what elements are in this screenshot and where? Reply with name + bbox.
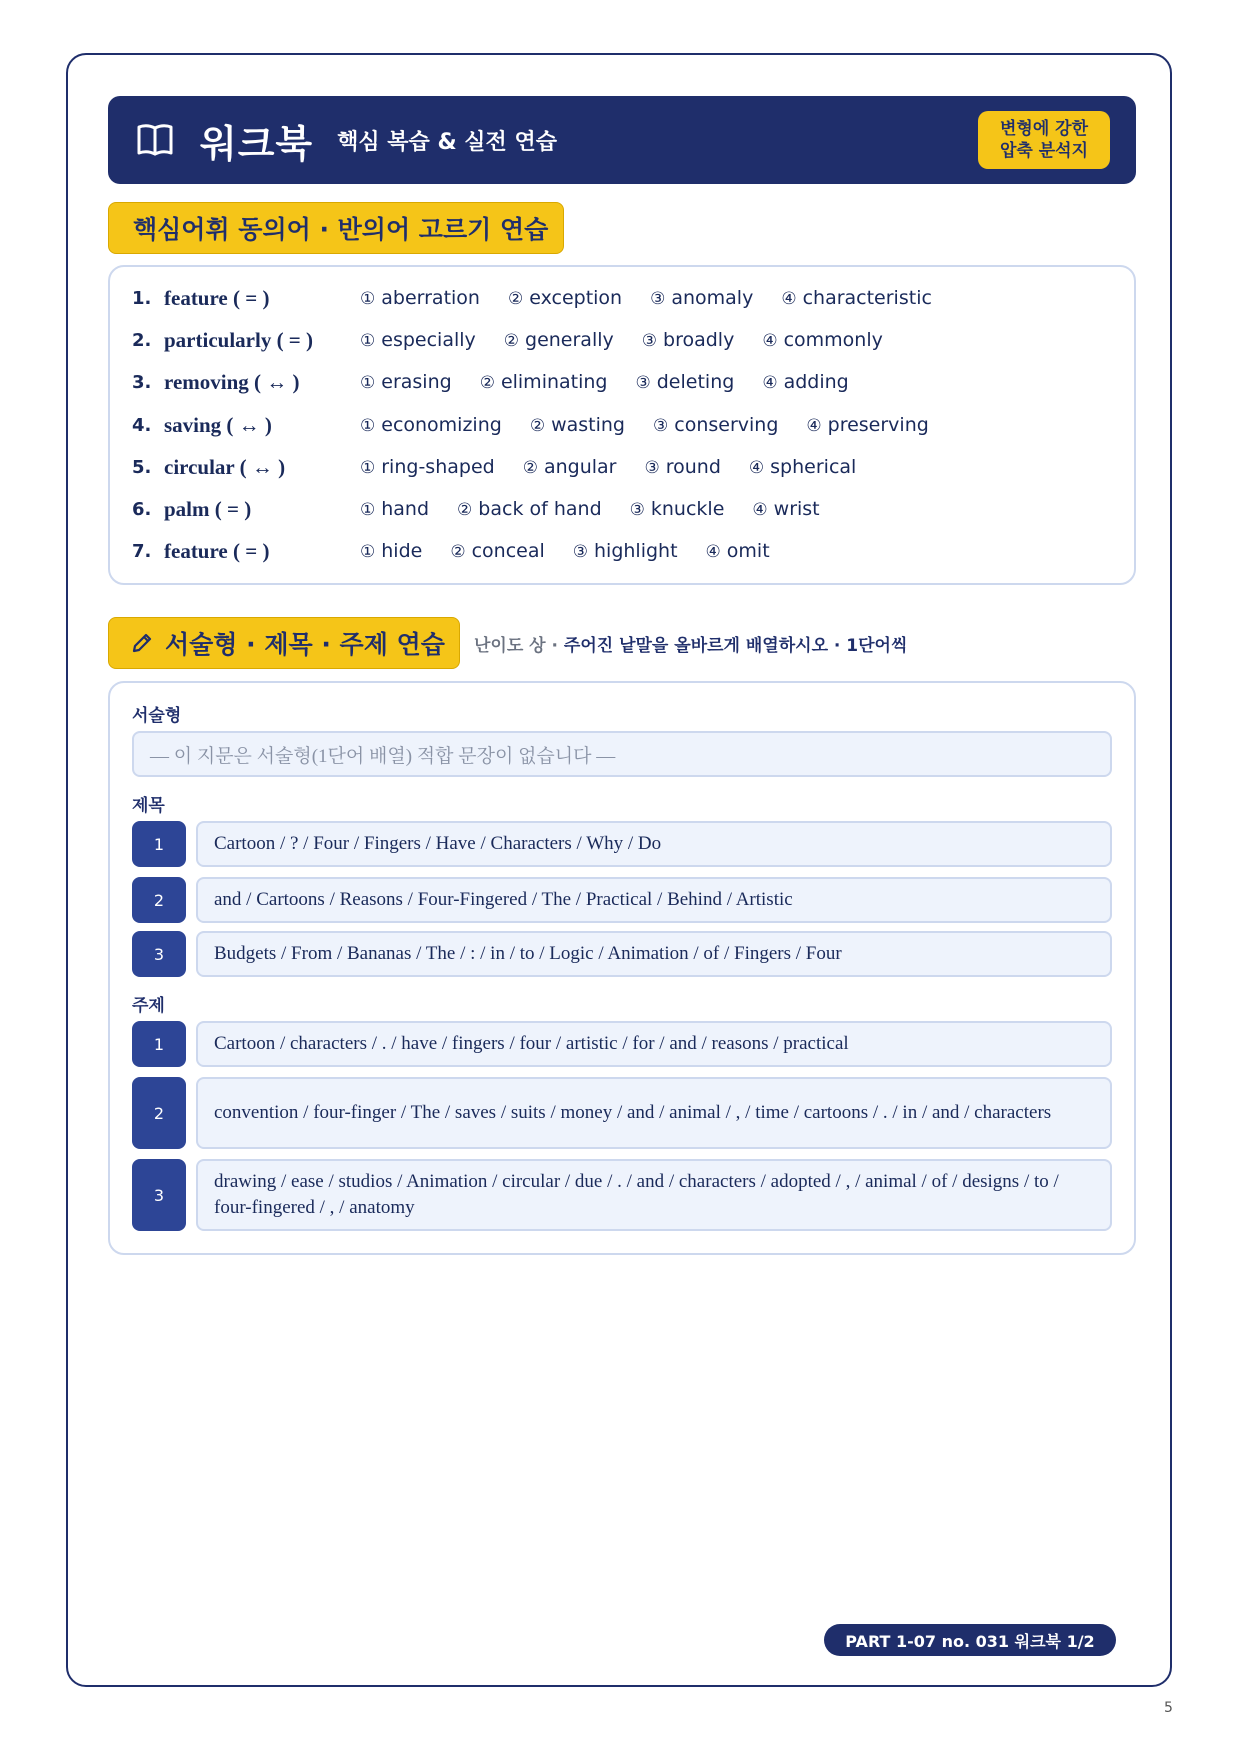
vocab-item-number: 1. xyxy=(132,287,152,309)
theme-question xyxy=(132,1021,1112,1067)
theme-label: 주제 xyxy=(132,996,165,1016)
title-label: 제목 xyxy=(132,796,165,816)
vocab-item-word: particularly ( = ) xyxy=(164,327,314,352)
essay-label: 서술형 xyxy=(132,706,182,726)
vocab-option[interactable]: ② angular xyxy=(522,456,617,478)
vocab-item xyxy=(132,325,911,355)
page-subtitle: 핵심 복습 & 실전 연습 xyxy=(337,129,557,155)
vocab-option[interactable]: ① ring-shaped xyxy=(360,456,495,478)
vocab-section-title-text: 핵심어휘 동의어 · 반의어 고르기 연습 xyxy=(133,215,549,244)
writing-section-note xyxy=(474,631,907,656)
vocab-option[interactable]: ④ commonly xyxy=(762,329,883,351)
vocab-item xyxy=(132,452,884,482)
word-bank: Budgets / From / Bananas / The / : / in / to / Logic / Animation / of / Fingers / Four xyxy=(196,931,1112,977)
title-question xyxy=(132,877,1112,923)
vocab-option[interactable]: ② back of hand xyxy=(457,498,602,520)
question-number: 1 xyxy=(132,1021,186,1067)
vocab-option[interactable]: ③ conserving xyxy=(653,414,779,436)
difficulty-label: 난이도 상 · xyxy=(474,636,564,656)
vocab-option[interactable]: ① especially xyxy=(360,329,476,351)
vocab-item-word: circular ( ↔ ) xyxy=(164,454,286,479)
vocab-option[interactable]: ④ wrist xyxy=(752,498,820,520)
question-number: 1 xyxy=(132,821,186,867)
vocab-item-word: feature ( = ) xyxy=(164,538,270,563)
vocab-option[interactable]: ① hand xyxy=(360,498,430,520)
vocab-option[interactable]: ③ anomaly xyxy=(650,287,754,309)
vocab-option[interactable]: ② conceal xyxy=(450,540,545,562)
vocab-option[interactable]: ④ preserving xyxy=(806,414,929,436)
vocab-item xyxy=(132,367,877,397)
writing-section-title xyxy=(108,617,460,669)
page-title: 워크북 xyxy=(200,121,314,166)
theme-question xyxy=(132,1077,1112,1149)
word-bank: Cartoon / ? / Four / Fingers / Have / Characters / Why / Do xyxy=(196,821,1112,867)
title-question xyxy=(132,931,1112,977)
vocab-option[interactable]: ① aberration xyxy=(360,287,480,309)
vocab-item-number: 3. xyxy=(132,371,152,393)
vocab-item-word: palm ( = ) xyxy=(164,496,252,521)
pencil-icon xyxy=(131,632,153,654)
vocab-item-number: 6. xyxy=(132,498,152,520)
question-number: 2 xyxy=(132,877,186,923)
vocab-item-word: feature ( = ) xyxy=(164,285,270,310)
vocab-item xyxy=(132,283,960,313)
book-icon xyxy=(136,122,174,158)
vocab-option[interactable]: ② wasting xyxy=(529,414,625,436)
word-bank: and / Cartoons / Reasons / Four-Fingered / The / Practical / Behind / Artistic xyxy=(196,877,1112,923)
vocab-option[interactable]: ③ round xyxy=(644,456,721,478)
vocab-item-number: 5. xyxy=(132,456,152,478)
vocab-option[interactable]: ④ adding xyxy=(762,371,849,393)
word-bank: Cartoon / characters / . / have / fingers / four / artistic / for / and / reasons / practical xyxy=(196,1021,1112,1067)
vocab-item-number: 2. xyxy=(132,329,152,351)
essay-placeholder: — 이 지문은 서술형(1단어 배열) 적합 문장이 없습니다 — xyxy=(132,731,1112,777)
title-question xyxy=(132,821,1112,867)
vocab-option[interactable]: ② exception xyxy=(507,287,623,309)
vocab-item xyxy=(132,410,957,440)
word-bank: convention / four-finger / The / saves / suits / money / and / animal / , / time / cartoons / . / in / and / characters xyxy=(196,1077,1112,1149)
vocab-item-number: 7. xyxy=(132,540,152,562)
header-badge xyxy=(978,111,1110,169)
vocab-item-word: saving ( ↔ ) xyxy=(164,412,272,437)
badge-line-2: 압축 분석지 xyxy=(999,141,1089,161)
badge-line-1: 변형에 강한 xyxy=(999,119,1089,139)
vocab-option[interactable]: ② generally xyxy=(503,329,614,351)
instruction-text: 주어진 낱말을 올바르게 배열하시오 · 1단어씩 xyxy=(563,636,908,656)
question-number: 3 xyxy=(132,1159,186,1231)
vocab-option[interactable]: ② eliminating xyxy=(479,371,608,393)
vocab-option[interactable]: ③ highlight xyxy=(572,540,678,562)
vocab-option[interactable]: ① economizing xyxy=(360,414,502,436)
footer-part-label: PART 1-07 no. 031 워크북 1/2 xyxy=(824,1624,1116,1656)
page-number: 5 xyxy=(1164,1700,1173,1716)
vocab-item-word: removing ( ↔ ) xyxy=(164,369,300,394)
writing-section-title-text: 서술형 · 제목 · 주제 연습 xyxy=(165,630,445,659)
vocab-option[interactable]: ④ spherical xyxy=(748,456,857,478)
question-number: 3 xyxy=(132,931,186,977)
workbook-header xyxy=(108,96,1136,184)
vocab-option[interactable]: ④ omit xyxy=(705,540,770,562)
vocab-item xyxy=(132,536,798,566)
vocab-item xyxy=(132,494,848,524)
vocab-option[interactable]: ③ deleting xyxy=(635,371,735,393)
theme-question xyxy=(132,1159,1112,1231)
word-bank: drawing / ease / studios / Animation / circular / due / . / and / characters / adopted / , / animal / of / designs / to / four-fingered / , / anatomy xyxy=(196,1159,1112,1231)
vocab-option[interactable]: ① hide xyxy=(360,540,423,562)
writing-box xyxy=(108,681,1136,1255)
question-number: 2 xyxy=(132,1077,186,1149)
vocab-option[interactable]: ④ characteristic xyxy=(781,287,932,309)
vocab-option[interactable]: ③ broadly xyxy=(641,329,735,351)
vocab-option[interactable]: ① erasing xyxy=(360,371,452,393)
vocab-section-title xyxy=(108,202,564,254)
vocab-box xyxy=(108,265,1136,585)
vocab-option[interactable]: ③ knuckle xyxy=(629,498,725,520)
vocab-item-number: 4. xyxy=(132,414,152,436)
